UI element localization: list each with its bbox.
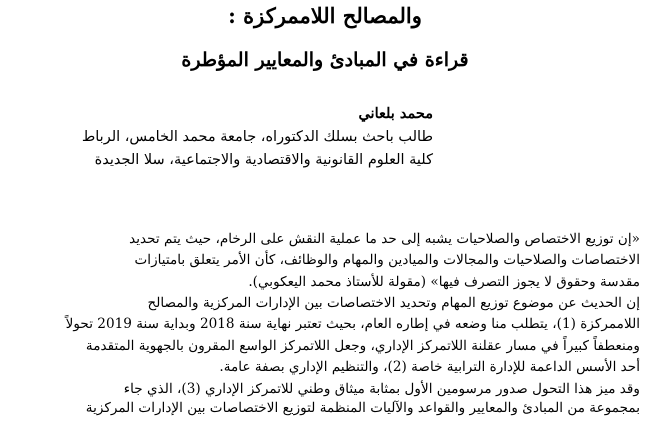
text-line: وقد ميز هذا التحول صدور مرسومين الأول بمثابة ميثاق وطني للاتمركز الإداري (3)، الذي جاء	[123, 380, 640, 397]
author-name: محمد بلعاني	[358, 105, 433, 122]
text-line: أحد الأسس الداعمة للإدارة الترابية خاصة (2)، والتنظيم الإداري بصفة عامة.	[219, 359, 640, 376]
quote-paragraph	[10, 229, 640, 293]
author-affiliation: طالب باحث بسلك الدكتوراه، جامعة محمد الخامس، الرباط	[81, 129, 433, 145]
text-line: إن الحديث عن موضوع توزيع المهام وتحديد الاختصاصات بين الإدارات المركزية والمصالح	[147, 295, 640, 311]
intro-paragraph	[10, 293, 640, 400]
author-faculty: كلية العلوم القانونية والاقتصادية والاجتماعية، سلا الجديدة	[94, 152, 433, 168]
text-line: بمجموعة من المبادئ والمعايير والقواعد والآليات المنظمة لتوزيع الاختصاصات بين الإدارات المركزية	[85, 400, 640, 416]
text-line: مقدسة وحقوق لا يجوز التصرف فيها» (مقولة للأستاذ محمد اليعكوبي).	[248, 273, 640, 290]
title-line-2: قراءة في المبادئ والمعايير المؤطرة	[181, 49, 469, 71]
text-line: الاختصاصات والصلاحيات والمجالات والميادين والمهام والوظائف، كأن الأمر يتعلق بامتيازات	[134, 252, 640, 269]
text-line: «إن توزيع الاختصاص والصلاحيات يشبه إلى حد ما عملية النقش على الرخام، حيث يتم تحديد	[129, 231, 640, 247]
text-line: اللاممركزة (1)، يتطلب منا وضعه في إطاره العام، بحيث تعتبر نهاية سنة 2018 وبداية سنة 2019 تحولاً	[65, 316, 640, 333]
continued-paragraph	[10, 398, 640, 419]
title-line-1: والمصالح اللاممركزة :	[228, 3, 422, 28]
text-line: ومنعطفاً كبيراً في مسار عقلنة اللاتمركز الإداري، وجعل اللاتمركز الواسع المقرون بالجهوية المتقدمة	[85, 337, 640, 354]
